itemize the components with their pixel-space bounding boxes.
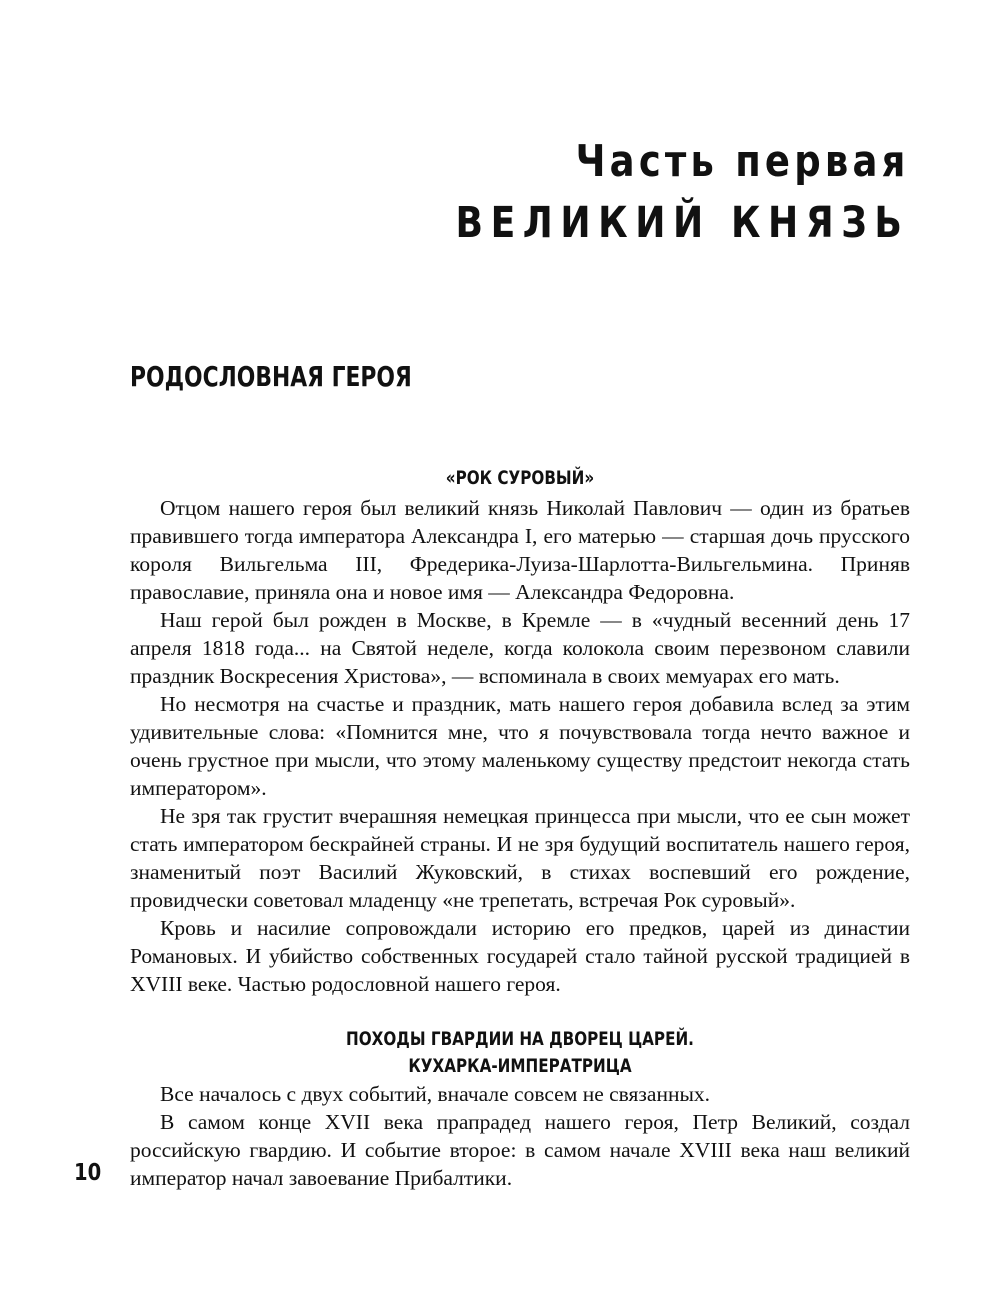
part-title: ВЕЛИКИЙ КНЯЗЬ — [455, 198, 910, 248]
page-number: 10 — [74, 1160, 102, 1186]
part-header — [369, 132, 910, 254]
part-label: Часть первая — [576, 136, 910, 187]
paragraph: В самом конце XVII века прапрадед нашего героя, Петр Великий, создал российскую гвардию. И событие второе: в самом начале XVIII века наш великий император начал завоевание Прибалтики. — [130, 1110, 910, 1190]
section-body-1 — [130, 494, 910, 998]
chapter-title: РОДОСЛОВНАЯ ГЕРОЯ — [130, 360, 412, 393]
paragraph: Не зря так грустит вчерашняя немецкая принцесса при мысли, что ее сын может стать императором бескрайней страны. И не зря будущий воспитатель нашего героя, знаменитый поэт Василий Жуковский, в стихах воспевший его рождение, провидчески советовал младенцу «не трепетать, встречая Рок суровый». — [130, 804, 910, 912]
section-heading-line-2: КУХАРКА-ИМПЕРАТРИЦА — [408, 1055, 632, 1077]
section-heading-pokhody-gvardii — [130, 1026, 910, 1080]
paragraph: Кровь и насилие сопровождали историю его предков, царей из династии Романовых. И убийство собственных государей стало тайной русской традицией в XVIII веке. Частью родословной нашего героя. — [130, 916, 910, 996]
section-heading-rok-surovyi — [130, 465, 910, 492]
section-heading-line-1: ПОХОДЫ ГВАРДИИ НА ДВОРЕЦ ЦАРЕЙ. — [346, 1028, 694, 1050]
section-heading-text: «РОК СУРОВЫЙ» — [445, 467, 595, 489]
section-body-2 — [130, 1080, 910, 1192]
paragraph: Но несмотря на счастье и праздник, мать нашего героя добавила вслед за этим удивительные слова: «Помнится мне, что я почувствовала тогда нечто важное и очень грустное при мысли, что этому маленькому существу предстоит некогда стать императором». — [130, 692, 910, 800]
paragraph: Наш герой был рожден в Москве, в Кремле — в «чудный весенний день 17 апреля 1818 года... на Святой неделе, когда колокола своим перезвоном славили праздник Воскресения Христова», — вспоминала в своих мемуарах его мать. — [130, 608, 910, 688]
paragraph: Отцом нашего героя был великий князь Николай Павлович — один из братьев правившего тогда императора Александра I, его матерью — старшая дочь прусского короля Вильгельма III, Фредерика-Луиза-Шарлотта-Вильгельмина. Приняв православие, приняла она и новое имя — Александра Федоровна. — [130, 496, 910, 604]
paragraph: Все началось с двух событий, вначале совсем не связанных. — [160, 1082, 711, 1106]
